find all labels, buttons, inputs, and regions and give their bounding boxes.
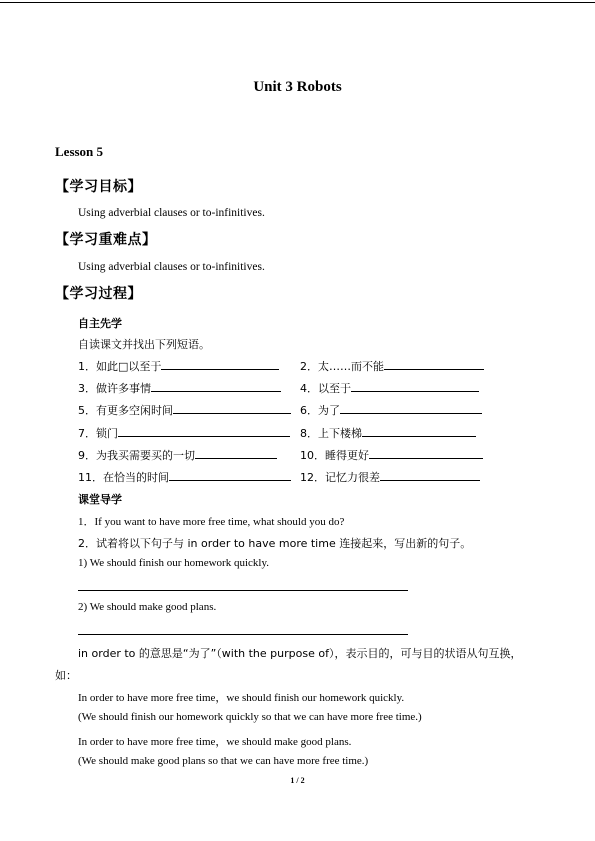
- phrase-item: [300, 425, 476, 441]
- question-1: 1．If you want to have more free time, what should you do?: [78, 516, 345, 528]
- self-study-instruction: 自读课文并找出下列短语。: [78, 338, 210, 351]
- answer-blank[interactable]: [351, 380, 479, 392]
- answer-blank[interactable]: [380, 469, 480, 481]
- section-process: 【学习过程】: [55, 286, 142, 302]
- example-1: In order to have more free time，we should finish our homework quickly.: [78, 692, 405, 704]
- phrase-label: 10．睡得更好: [300, 449, 369, 462]
- explanation-continued: 如：: [55, 669, 77, 682]
- top-rule: [0, 2, 595, 3]
- phrase-label: 5．有更多空闲时间: [78, 404, 173, 417]
- answer-blank[interactable]: [169, 469, 291, 481]
- sentence-2: 2) We should make good plans.: [78, 601, 217, 613]
- answer-blank[interactable]: [161, 358, 279, 370]
- page-title: Unit 3 Robots: [253, 79, 342, 95]
- phrase-label: 11．在恰当的时间: [78, 471, 169, 484]
- phrase-item: [300, 402, 482, 418]
- phrase-label: 8．上下楼梯: [300, 427, 362, 440]
- answer-blank[interactable]: [173, 402, 291, 414]
- phrase-label: 2．太……而不能: [300, 360, 384, 373]
- answer-line-1[interactable]: [78, 590, 408, 591]
- example-3: In order to have more free time，we should make good plans.: [78, 736, 352, 748]
- phrase-item: [78, 425, 290, 441]
- phrase-item: [300, 447, 483, 463]
- lesson-heading: Lesson 5: [55, 144, 104, 159]
- phrase-label: 1．如此□以至于: [78, 360, 162, 373]
- key-points-text: Using adverbial clauses or to-infinitives.: [78, 261, 265, 273]
- phrase-label: 12．记忆力很差: [300, 471, 380, 484]
- phrase-label: 3．做许多事情: [78, 382, 151, 395]
- answer-blank[interactable]: [362, 425, 476, 437]
- phrase-item: [300, 380, 479, 396]
- section-objectives: 【学习目标】: [55, 179, 142, 195]
- phrase-item: [78, 358, 279, 374]
- example-2: (We should finish our homework quickly so that we can have more free time.): [78, 711, 422, 723]
- page-number: 1 / 2: [290, 776, 305, 785]
- objectives-text: Using adverbial clauses or to-infinitives.: [78, 207, 265, 219]
- answer-blank[interactable]: [369, 447, 483, 459]
- answer-line-2[interactable]: [78, 634, 408, 635]
- phrase-label: 9．为我买需要买的一切: [78, 449, 195, 462]
- answer-blank[interactable]: [118, 425, 290, 437]
- phrase-label: 7．锁门: [78, 427, 118, 440]
- phrase-item: [78, 380, 281, 396]
- phrase-item: [78, 469, 291, 485]
- answer-blank[interactable]: [151, 380, 281, 392]
- answer-blank[interactable]: [195, 447, 277, 459]
- self-study-heading: 自主先学: [78, 317, 122, 330]
- phrase-item: [300, 358, 484, 374]
- class-guide-heading: 课堂导学: [78, 493, 122, 506]
- phrase-label: 4．以至于: [300, 382, 351, 395]
- question-2: 2．试着将以下句子与 in order to have more time 连接起来，写出新的句子。: [78, 537, 472, 550]
- phrase-item: [78, 402, 291, 418]
- example-4: (We should make good plans so that we can have more free time.): [78, 755, 369, 767]
- phrase-label: 6．为了: [300, 404, 340, 417]
- answer-blank[interactable]: [384, 358, 484, 370]
- section-key-points: 【学习重难点】: [55, 232, 157, 248]
- sentence-1: 1) We should finish our homework quickly.: [78, 557, 269, 569]
- phrase-item: [78, 447, 277, 463]
- explanation-text: in order to 的意思是“为了”（with the purpose of），表示目的，可与目的状语从句互换，: [78, 647, 522, 660]
- answer-blank[interactable]: [340, 402, 482, 414]
- phrase-item: [300, 469, 480, 485]
